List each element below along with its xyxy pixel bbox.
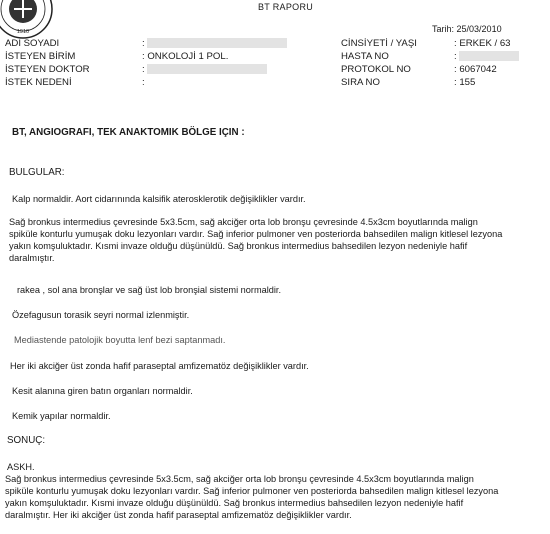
svg-text:1910: 1910 <box>16 29 30 35</box>
conclusion-line-4: daralmıştır. Her iki akciğer üst zonda hafif paraseptal amfizematöz değişiklikler vardır. <box>5 510 352 520</box>
conclusion-diagnosis: ASKH. <box>7 462 35 472</box>
info-row-doctor <box>5 63 545 76</box>
info-row-reason <box>5 76 545 89</box>
patient-info-table <box>5 37 545 89</box>
file-redaction <box>459 51 519 61</box>
doctor-sep: : <box>142 64 145 75</box>
finding-lesion-line-2: spiküle konturlu yumuşak doku lezyonları vardır. Sağ inferior pulmoner ven posteriorda bahsedilen malign kitlesel lezyona <box>9 229 503 239</box>
info-row-name <box>5 37 545 50</box>
protocol-value: : 6067042 <box>454 64 497 75</box>
reason-value: : <box>142 77 145 88</box>
finding-lesion-line-4: daralmıştır. <box>9 253 55 263</box>
doctor-value <box>142 63 267 76</box>
info-row-dept <box>5 50 545 63</box>
queue-label: SIRA NO <box>341 77 380 88</box>
reason-label: İSTEK NEDENİ <box>5 77 72 88</box>
finding-heart: Kalp normaldir. Aort cidarınında kalsifik aterosklerotik değişiklikler vardır. <box>12 194 306 204</box>
finding-abdomen: Kesit alanına giren batın organları normaldir. <box>12 386 193 396</box>
exam-heading: BT, ANGIOGRAFI, TEK ANAKTOMIK BÖLGE IÇIN : <box>12 127 245 138</box>
date-label: Tarih: <box>432 24 455 34</box>
date-value: 25/03/2010 <box>456 24 502 34</box>
queue-value: : 155 <box>454 77 476 88</box>
doctor-label: İSTEYEN DOKTOR <box>5 64 90 75</box>
protocol-label: PROTOKOL NO <box>341 64 411 75</box>
finding-trachea: rakea , sol ana bronşlar ve sağ üst lob bronşial sistemi normaldir. <box>17 285 282 295</box>
conclusion-line-1: Sağ bronkus intermedius çevresinde 5x3.5cm, sağ akciğer orta lob bronşu çevresinde 4.5x3cm boyutlarında malign <box>5 474 474 484</box>
file-value <box>454 50 519 63</box>
conclusion-line-3: yakın komşuluktadır. Kısmi invaze olduğu düşünüldü. Sağ bronkus intermedius bahsedilen lezyon nedeniyle hafif <box>5 498 464 508</box>
name-sep: : <box>142 38 145 49</box>
name-label: ADI SOYADI <box>5 38 60 49</box>
file-sep: : <box>454 51 457 62</box>
finding-emphysema: Her iki akciğer üst zonda hafif paraseptal amfizematöz değişiklikler vardır. <box>10 361 309 371</box>
name-redaction <box>147 38 287 48</box>
report-date <box>432 24 502 34</box>
file-label: HASTA NO <box>341 51 389 62</box>
finding-lesion-line-3: yakın komşuluktadır. Kısmi invaze olduğu düşünüldü. Sağ bronkus intermedius bahsedilen lezyon nedeniyle hafif <box>9 241 468 251</box>
finding-bones: Kemik yapılar normaldir. <box>12 411 111 421</box>
findings-heading: BULGULAR: <box>9 167 65 178</box>
finding-mediastinum: Mediastende patolojik boyutta lenf bezi saptanmadı. <box>14 335 226 345</box>
conclusion-heading: SONUÇ: <box>7 435 46 446</box>
name-value <box>142 37 287 50</box>
dept-value: : ONKOLOJİ 1 POL. <box>142 51 229 62</box>
doctor-redaction <box>147 64 267 74</box>
report-title: BT RAPORU <box>258 2 314 12</box>
hospital-seal-logo <box>0 0 54 40</box>
gender-value: : ERKEK / 63 <box>454 38 511 49</box>
dept-label: İSTEYEN BİRİM <box>5 51 76 62</box>
conclusion-line-2: spiküle konturlu yumuşak doku lezyonları vardır. Sağ inferior pulmoner ven posteriorda bahsedilen malign kitlesel lezyona <box>5 486 499 496</box>
gender-label: CİNSİYETİ / YAŞI <box>341 38 417 49</box>
finding-esophagus: Özefagusun torasik seyri normal izlenmiştir. <box>12 310 190 320</box>
finding-lesion-line-1: Sağ bronkus intermedius çevresinde 5x3.5cm, sağ akciğer orta lob bronşu çevresinde 4.5x3cm boyutlarında malign <box>9 217 478 227</box>
